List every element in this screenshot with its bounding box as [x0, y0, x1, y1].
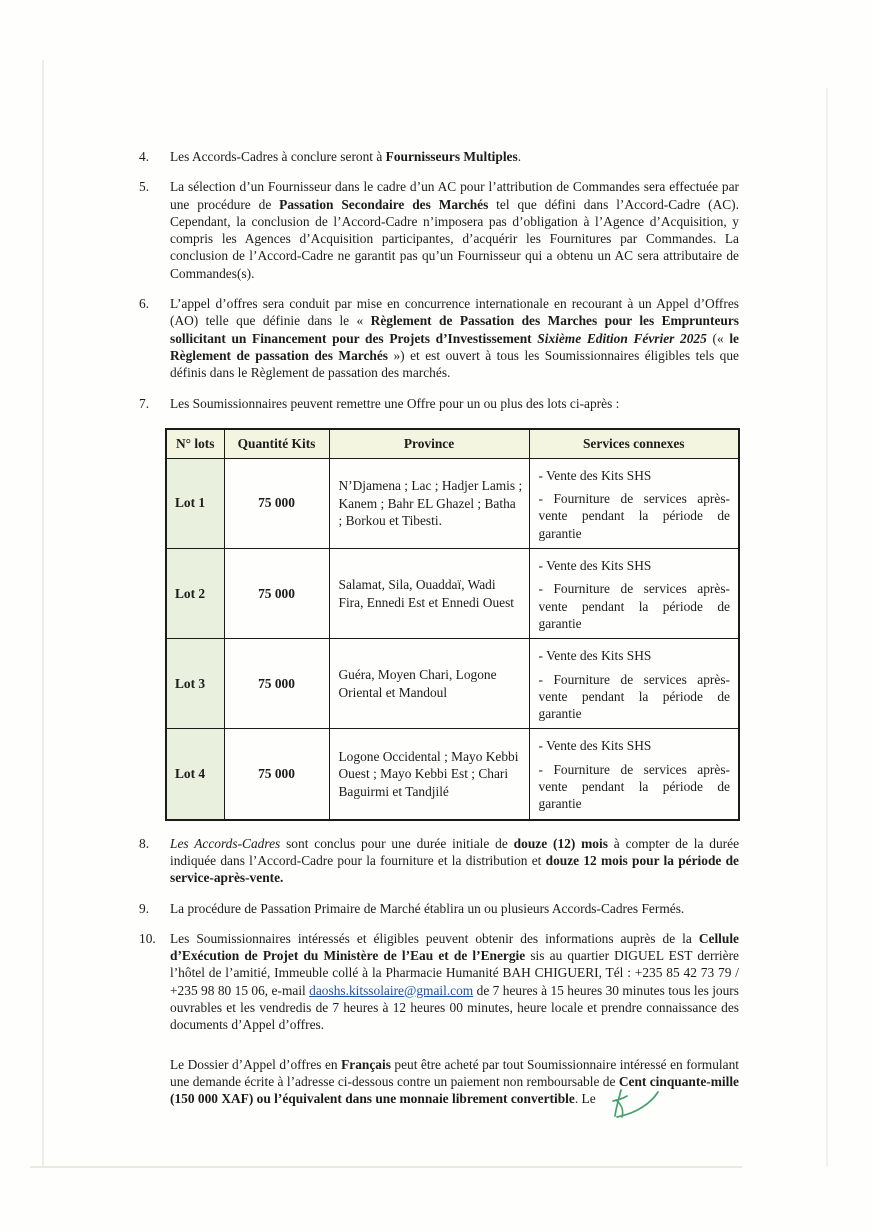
column-header-lots: N° lots [166, 429, 224, 459]
services-cell [529, 639, 739, 729]
service-line: - Vente des Kits SHS [538, 467, 652, 483]
numbered-items-before-table [139, 148, 739, 412]
service-line: - Fourniture de services après-vente pendant la période de garantie [538, 491, 730, 541]
text-segment: Français [341, 1056, 391, 1072]
quantity-cell: 75 000 [224, 458, 329, 548]
text-segment: sis au quartier DIGUEL EST derrière l’hôtel de l’amitié, Immeuble collé à la Pharmacie Humanité BAH CHIGUERI, Tél : +235 85 42 73 79 / +235 98 80 15 06, e-mail [170, 948, 739, 998]
lot-cell: Lot 2 [166, 549, 224, 639]
text-segment: Fournisseurs Multiples [385, 149, 518, 164]
item-number: 7. [139, 395, 150, 411]
text-segment: Les Accords-Cadres à conclure seront à [170, 149, 386, 164]
province-cell: Salamat, Sila, Ouaddaï, Wadi Fira, Ennedi Est et Ennedi Ouest [329, 549, 529, 639]
text-segment: Cellule d’Exécution de Projet du Ministère de l’Eau et de l’Energie [170, 930, 739, 964]
page-edge-left [42, 60, 44, 1167]
text-segment: (« [712, 330, 730, 346]
column-header-services: Services connexes [529, 429, 739, 459]
lots-table [165, 428, 740, 821]
services-cell [529, 729, 739, 820]
list-item [139, 395, 739, 412]
column-header-quantity: Quantité Kits [224, 429, 329, 459]
text-segment: sont conclus pour une durée initiale de [280, 835, 514, 851]
lot-cell: Lot 3 [166, 639, 224, 729]
item-paragraph [170, 395, 739, 412]
text-segment: Passation Secondaire des Marchés [279, 196, 489, 212]
services-cell [529, 549, 739, 639]
province-cell: Guéra, Moyen Chari, Logone Oriental et Mandoul [329, 639, 529, 729]
page-edge-bottom [30, 1166, 742, 1168]
numbered-items-after-table [139, 835, 739, 1034]
document-content [139, 148, 739, 1107]
text-segment: La sélection d’un Fournisseur dans le cadre d’un AC pour l’attribution de Commandes sera effectuée par une procédure de [170, 179, 739, 212]
service-line: - Fourniture de services après-vente pendant la période de garantie [538, 761, 730, 812]
item-paragraph [170, 148, 739, 165]
text-segment: Règlement de Passation des Marches pour les Emprunteurs sollicitant un Financement pour des Projets d’Investissement [170, 313, 739, 346]
text-segment: peut être acheté par tout Soumissionnaire intéressé en formulant une demande écrite à l’adresse ci-dessous contre un paiement non remboursable de [170, 1056, 739, 1089]
text-segment: . Le [574, 1091, 596, 1107]
item-number: 6. [139, 296, 150, 312]
text-segment: Les Soumissionnaires intéressés et éligibles peuvent obtenir des informations auprès de la [170, 930, 699, 946]
province-cell: Logone Occidental ; Mayo Kebbi Ouest ; Mayo Kebbi Est ; Chari Baguirmi et Tandjilé [329, 729, 529, 820]
list-item [139, 178, 739, 282]
item-number: 10. [139, 930, 156, 946]
text-segment: La procédure de Passation Primaire de Marché établira un ou plusieurs Accords-Cadres Fermés. [170, 900, 685, 916]
list-item [139, 900, 739, 917]
item-number: 5. [139, 179, 150, 195]
table-row [166, 639, 739, 729]
service-line: - Vente des Kits SHS [538, 558, 652, 574]
text-segment: L’appel d’offres sera conduit par mise en concurrence internationale en recourant à un Appel d’Offres (AO) telle que définie dans le « [170, 296, 739, 329]
item-number: 9. [139, 900, 150, 916]
text-segment: douze 12 mois pour la période de service-après-vente. [170, 852, 739, 886]
quantity-cell: 75 000 [224, 729, 329, 820]
text-segment: Les Accords-Cadres [170, 835, 281, 851]
table-row [166, 549, 739, 639]
text-segment: à compter de la durée indiquée dans l’Accord-Cadre pour la fourniture et la distribution et [170, 835, 740, 868]
lot-cell: Lot 4 [166, 729, 224, 820]
column-header-province: Province [329, 429, 529, 459]
lots-table-wrap [165, 428, 739, 821]
text-segment: tel que défini dans l’Accord-Cadre (AC). Cependant, la conclusion de l’Accord-Cadre n’imposera pas d’obligation à l’Agence d’Acquisition, y compris les Agences d’Acquisition participantes, d’acquérir les Fournitures par Commandes. La conclusion de l’Accord-Cadre ne garantit pas qu’un Fournisseur qui a obtenu un AC sera attributaire de Commandes(s). [170, 196, 739, 281]
text-segment: douze (12) mois [513, 835, 608, 851]
text-segment: Le Dossier d’Appel d’offres en [170, 1056, 342, 1072]
list-item [139, 295, 739, 381]
text-segment: le Règlement de passation des Marchés [170, 330, 739, 363]
services-cell [529, 458, 739, 548]
table-row [166, 458, 739, 548]
item-paragraph [170, 835, 739, 887]
text-segment: de 7 heures à 15 heures 30 minutes tous les jours ouvrables et les vendredis de 7 heures à 12 heures 00 minutes, heure locale et prendre connaissance des documents d’Appel d’offres. [170, 982, 739, 1033]
item-paragraph [170, 295, 739, 381]
list-item [139, 930, 739, 1034]
quantity-cell: 75 000 [224, 549, 329, 639]
item-paragraph [170, 930, 739, 1034]
province-cell: N’Djamena ; Lac ; Hadjer Lamis ; Kanem ; Bahr EL Ghazel ; Batha ; Borkou et Tibesti. [329, 458, 529, 548]
text-segment: . [517, 149, 522, 164]
service-line: - Fourniture de services après-vente pendant la période de garantie [538, 581, 730, 631]
table-row [166, 729, 739, 820]
service-line: - Vente des Kits SHS [538, 648, 652, 664]
lot-cell: Lot 1 [166, 458, 224, 548]
table-header-row [166, 429, 739, 459]
item-paragraph [170, 900, 739, 917]
text-segment: Sixième Edition Février 2025 [537, 330, 713, 346]
quantity-cell: 75 000 [224, 639, 329, 729]
page-edge-right [826, 88, 828, 1167]
signature-mark-icon [592, 1083, 666, 1129]
service-line: - Fourniture de services après-vente pendant la période de garantie [538, 671, 730, 722]
item-paragraph [170, 178, 739, 282]
list-item [139, 148, 739, 165]
text-segment: Cent cinquante-mille (150 000 XAF) ou l’équivalent dans une monnaie librement convertible [170, 1073, 739, 1107]
text-segment: ») et est ouvert à tous les Soumissionnaires éligibles tels que définis dans le Règlement de passation des marchés. [170, 347, 739, 381]
email-link[interactable]: daoshs.kitssolaire@gmail.com [309, 982, 474, 998]
item-number: 8. [139, 835, 150, 851]
service-line: - Vente des Kits SHS [538, 738, 652, 754]
list-item [139, 835, 739, 887]
text-segment: Les Soumissionnaires peuvent remettre une Offre pour un ou plus des lots ci-après : [170, 395, 620, 411]
item-number: 4. [139, 149, 150, 164]
